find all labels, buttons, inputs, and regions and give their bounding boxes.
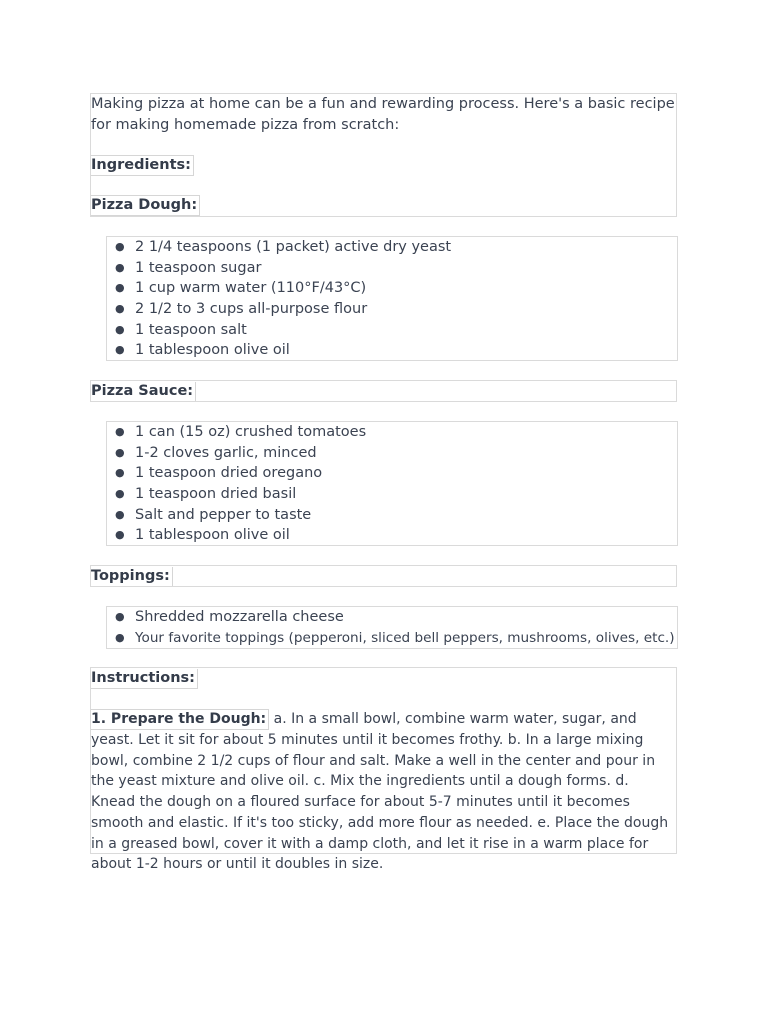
list-item [107, 607, 677, 628]
pizza-dough-heading-row [91, 195, 676, 216]
pizza-sauce-list-box [106, 421, 678, 546]
toppings-list [107, 607, 677, 648]
list-item [107, 628, 677, 649]
bullet-icon: ● [115, 487, 125, 501]
bullet-icon: ● [115, 445, 125, 459]
list-item-text: 1 teaspoon sugar [135, 259, 262, 276]
spacer [91, 135, 676, 155]
list-item [107, 340, 677, 361]
list-item-text: 1-2 cloves garlic, minced [135, 444, 317, 461]
bullet-icon: ● [115, 466, 125, 480]
list-item [107, 299, 677, 320]
list-item-text: 1 teaspoon salt [135, 321, 247, 338]
spacer [91, 176, 676, 195]
list-item [107, 525, 677, 546]
bullet-icon: ● [115, 322, 125, 336]
toppings-heading: Toppings: [91, 567, 173, 586]
toppings-heading-box [90, 565, 677, 587]
list-item [107, 278, 677, 299]
list-item [107, 422, 677, 443]
intro-block [90, 93, 677, 217]
ingredients-heading-row [91, 155, 676, 176]
pizza-dough-heading: Pizza Dough: [91, 195, 200, 216]
pizza-sauce-heading: Pizza Sauce: [91, 382, 196, 401]
list-item-text: 2 1/4 teaspoons (1 packet) active dry yeast [135, 239, 452, 255]
list-item [107, 237, 677, 258]
pizza-dough-list-box [106, 236, 678, 361]
list-item-text: 1 cup warm water (110°F/43°C) [135, 280, 367, 297]
bullet-icon: ● [115, 528, 125, 542]
pizza-sauce-heading-box [90, 380, 677, 402]
bullet-icon: ● [115, 281, 125, 295]
bullet-icon: ● [115, 630, 125, 644]
instructions-heading-row [91, 668, 676, 689]
pizza-dough-list [107, 237, 677, 361]
bullet-icon: ● [115, 610, 125, 623]
bullet-icon: ● [115, 343, 125, 357]
bullet-icon: ● [115, 240, 125, 253]
toppings-list-box [106, 606, 678, 649]
list-item-text: Shredded mozzarella cheese [135, 609, 344, 625]
list-item-text: 1 can (15 oz) crushed tomatoes [135, 424, 367, 440]
list-item-text: 1 tablespoon olive oil [135, 342, 290, 359]
list-item [107, 505, 677, 526]
step-1-text: a. In a small bowl, combine warm water, sugar, and yeast. Let it sit for about 5 minutes until it becomes frothy. b. In a large mixing bowl, combine 2 1/2 cups of flour and salt. Make a well in the center and pour in the yeast mixture and olive oil. c. Mix the ingredients until a dough forms. d. Knead the dough on a floured surface for about 5-7 minutes until it becomes smooth and elastic. If it's too sticky, add more flour as needed. e. Place the dough in a greased bowl, cover it with a damp cloth, and let it rise in a warm place for about 1-2 hours or until it doubles in size. [91, 711, 669, 873]
bullet-icon: ● [115, 260, 125, 274]
instructions-heading: Instructions: [91, 669, 198, 689]
intro-paragraph: Making pizza at home can be a fun and rewarding process. Here's a basic recipe for making homemade pizza from scratch: [91, 96, 675, 133]
list-item-text: Your favorite toppings (pepperoni, sliced bell peppers, mushrooms, olives, etc.) [135, 629, 675, 646]
list-item-text: 2 1/2 to 3 cups all-purpose flour [135, 301, 368, 318]
instructions-block [90, 667, 677, 873]
spacer [91, 689, 676, 709]
pizza-sauce-list [107, 422, 677, 546]
list-item-text: 1 teaspoon dried oregano [135, 465, 323, 482]
bullet-icon: ● [115, 302, 125, 316]
ingredients-heading: Ingredients: [91, 155, 194, 176]
list-item [107, 463, 677, 484]
bullet-icon: ● [115, 507, 125, 521]
list-item [107, 320, 677, 341]
bullet-icon: ● [115, 425, 125, 438]
list-item [107, 258, 677, 279]
list-item-text: 1 tablespoon olive oil [135, 527, 290, 544]
step-1-paragraph [91, 709, 676, 875]
list-item [107, 443, 677, 464]
list-item-text: 1 teaspoon dried basil [135, 486, 297, 503]
list-item-text: Salt and pepper to taste [135, 506, 312, 523]
list-item [107, 484, 677, 505]
step-1-label: 1. Prepare the Dough: [91, 709, 269, 730]
